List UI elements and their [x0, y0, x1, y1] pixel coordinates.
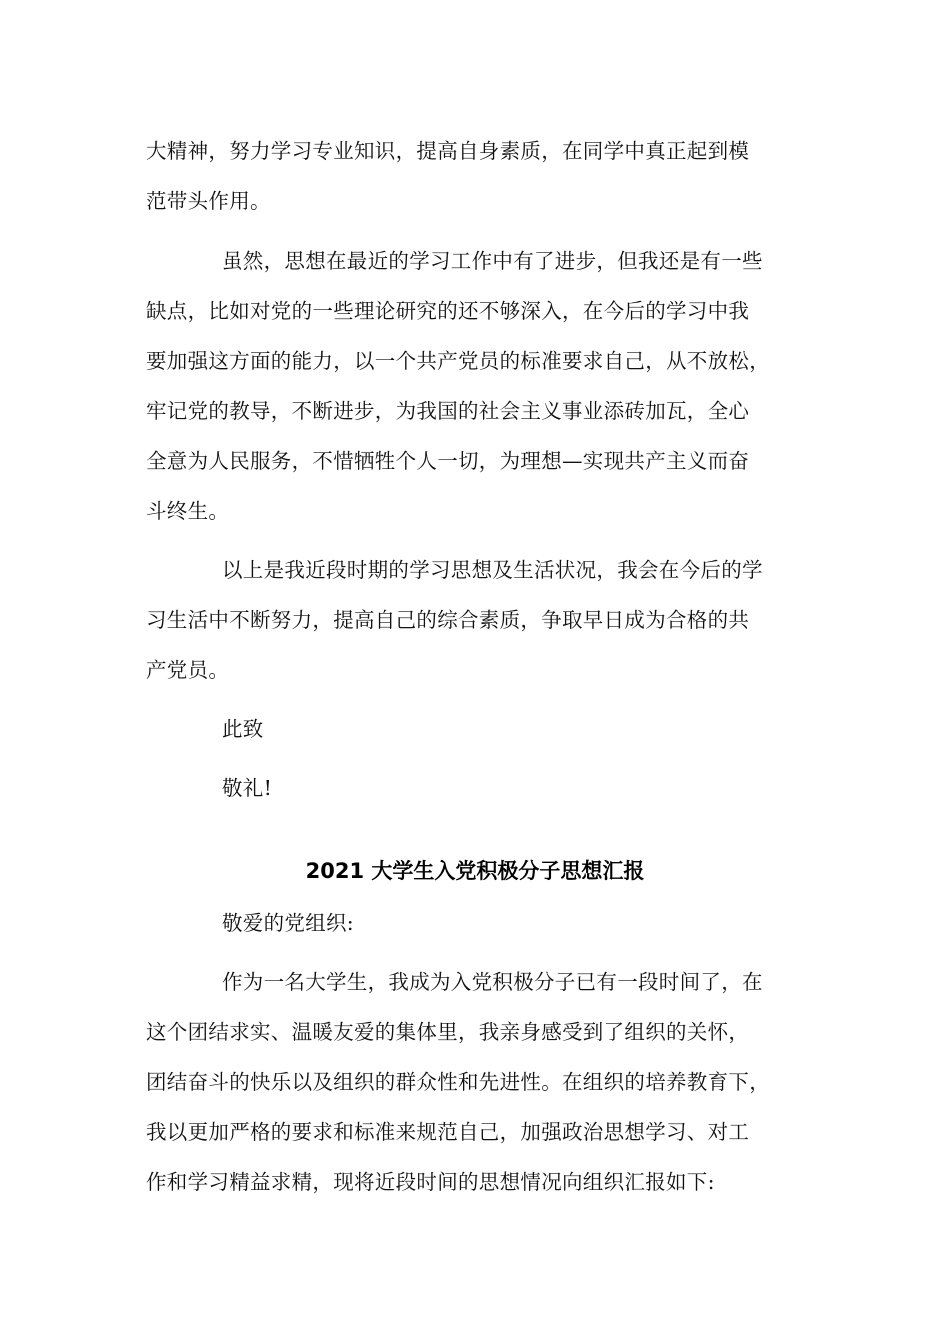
- body-line: 我以更加严格的要求和标准来规范自己，加强政治思想学习、对工: [146, 1120, 750, 1144]
- paragraph-first-line: 作为一名大学生，我成为入党积极分子已有一段时间了，在: [222, 970, 763, 994]
- body-line: 全意为人民服务，不惜牺牲个人一切，为理想—实现共产主义而奋: [146, 449, 750, 473]
- section-title: 2021 大学生入党积极分子思想汇报: [305, 859, 645, 883]
- greeting-line: 敬爱的党组织:: [222, 911, 355, 935]
- body-line: 产党员。: [146, 658, 230, 682]
- body-line: 缺点，比如对党的一些理论研究的还不够深入，在今后的学习中我: [146, 299, 750, 323]
- body-line: 团结奋斗的快乐以及组织的群众性和先进性。在组织的培养教育下，: [146, 1070, 770, 1094]
- body-line: 习生活中不断努力，提高自己的综合素质，争取早日成为合格的共: [146, 608, 750, 632]
- closing-regards: 敬礼!: [222, 776, 273, 800]
- body-line: 这个团结求实、温暖友爱的集体里，我亲身感受到了组织的关怀，: [146, 1020, 750, 1044]
- paragraph-first-line: 以上是我近段时期的学习思想及生活状况，我会在今后的学: [222, 558, 763, 582]
- body-line: 牢记党的教导，不断进步，为我国的社会主义事业添砖加瓦，全心: [146, 399, 750, 423]
- body-line: 范带头作用。: [146, 189, 271, 213]
- closing-salutation: 此致: [222, 717, 264, 741]
- body-line: 要加强这方面的能力，以一个共产党员的标准要求自己，从不放松，: [146, 349, 770, 373]
- body-line: 大精神，努力学习专业知识，提高自身素质，在同学中真正起到模: [146, 139, 750, 163]
- body-line: 斗终生。: [146, 499, 230, 523]
- body-line: 作和学习精益求精，现将近段时间的思想情况向组织汇报如下:: [146, 1170, 715, 1194]
- paragraph-first-line: 虽然，思想在最近的学习工作中有了进步，但我还是有一些: [222, 249, 763, 273]
